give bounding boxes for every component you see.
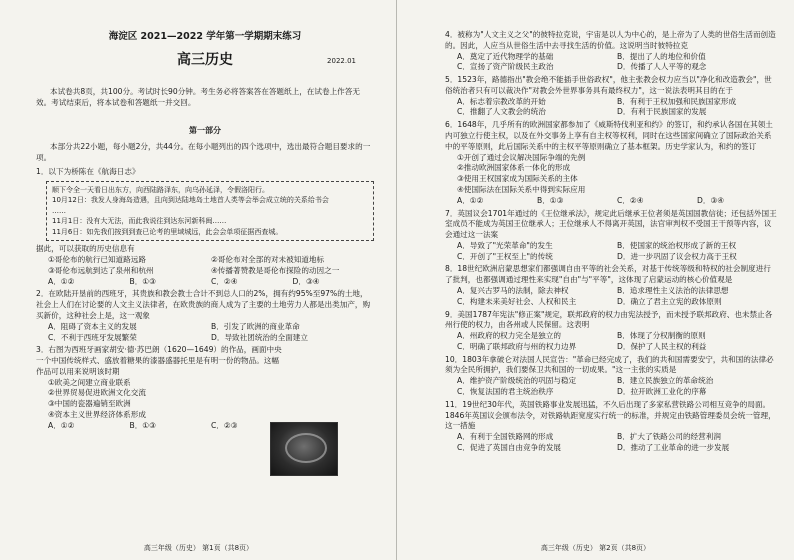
question-stem: 4．被称为"人文主义之父"的彼特拉克说，宇宙是以人为中心的，是上帝为了人类的世俗生活而创造的。因此，人应当从世俗生活中去寻找生活的价值。这说明当时彼特拉克 <box>445 30 776 50</box>
answer-option-a: A．复兴古罗马的法制，除去神权 <box>457 285 569 295</box>
answer-option-b: B．体现了分权制衡的原则 <box>617 331 706 341</box>
right-column <box>445 28 777 454</box>
answer-options <box>445 331 777 353</box>
answer-options <box>445 432 777 454</box>
answer-option-a: A．奠定了近代物理学的基础 <box>457 51 554 61</box>
statement: ④资本主义世界经济体系形成 <box>48 409 146 419</box>
subject-row <box>36 51 374 73</box>
statement: ④传播著赞教是哥伦布探险的动因之一 <box>211 265 340 275</box>
question-stem: 3．右图为西班牙画家胡安·德·苏巴朗（1620—1649）的作品，画面中央一个中国传统样式、盛放着糖果的漆器盛器托里是有明一份的物品。这幅作品可以用来说明该时期 <box>36 345 282 376</box>
question-4 <box>445 30 777 73</box>
answer-option-b: B．①③ <box>537 195 564 205</box>
question-5 <box>445 75 777 118</box>
material-line: …… <box>52 206 66 215</box>
right-page <box>397 0 794 560</box>
answer-option-c: C．明确了联邦政府与州的权力边界 <box>457 341 577 351</box>
question-stem: 8．18世纪欧洲启蒙思想家们都强调自由平等的社会关系，对基于传统等级和特权的社会制度进行了批判，也都强调通过理性来实现"自由"与"平等"，这体现了启蒙运动的核心价值观是 <box>445 264 771 285</box>
painting-image <box>270 422 338 476</box>
answer-option-d: D．保护了人民主权的利益 <box>617 341 707 351</box>
material-line: 10月12日：我发人身海岛造遇，且向到达陆地岛土地首人类等会举会成立统的关系给书会 <box>52 196 329 205</box>
answer-option-a: A．①② <box>48 420 75 430</box>
statement: ③中国的瓷器遍销至欧洲 <box>48 399 131 409</box>
answer-option-c: C．恢复法国的君主统治秩序 <box>457 387 554 396</box>
statement: ①哥伦布的航行已知道路远路 <box>48 255 146 265</box>
question-stem: 5．1523年，路德指出"教会绝不能插手世俗政权"，他主张教会权力应当以"净化和改造教会"，世俗统治者只有可以裁决作"对教会外世界事务具有最终权力"，这一说法表明其目的在于 <box>445 75 772 95</box>
answer-option-d: D．拉开欧洲工业化的序幕 <box>617 387 707 396</box>
question-stem: 10．1803年拿破仑对法国人民宣告："革命已经完成了，我们的共和国需要安宁，共和国的法律必须为全民所拥护，我们要保卫共和国的一切成果。"这一主张的实质是 <box>445 354 774 375</box>
answer-option-c: C．推翻了人文教会的统治 <box>457 107 546 117</box>
answer-option-c: C．开创了"王权至上"的传统 <box>457 251 553 261</box>
page-footer: 高三年级（历史） 第1页（共8页） <box>143 544 254 553</box>
question-11 <box>445 400 777 454</box>
answer-option-a: A．维护资产阶级统治的巩固与稳定 <box>457 376 577 386</box>
part-instructions: 本部分共22小题，每小题2分，共44分。在每小题列出的四个选项中，选出最符合题目要求的一项。 <box>36 142 371 163</box>
question-stem: 7．英国议会1701年通过的《王位继承法》，规定此后继承王位者须是英国国教信徒；还包括外国王室成员不能成为英国王位继承人；王位继承人不得离开英国，法官审判权不受国王干预等内容，议会通过这一法案 <box>445 208 777 240</box>
statement-list <box>36 255 374 277</box>
answer-option-b: B．提出了人的地位和价值 <box>617 51 706 61</box>
answer-option-b: B．有利于王权加强和民族国家形成 <box>617 96 737 106</box>
material-line: 11月6日：如先我们按到到查已论考的里域城远，此会会单项征据西查城。 <box>52 227 283 236</box>
answer-option-b: B．①③ <box>129 420 156 430</box>
answer-options <box>36 277 374 288</box>
answer-option-c: C．不利于西班牙发展繁荣 <box>48 332 137 342</box>
question-3 <box>36 345 374 431</box>
answer-option-c: C．②③ <box>211 420 238 430</box>
answer-option-c: C．②④ <box>211 276 238 286</box>
question-8 <box>445 264 777 307</box>
material-line: 顺下令全一天看日出东方，向西陆路泽东，向乌孙延泽，令假洛阳行。 <box>52 185 269 194</box>
statement: ③使用王权国家成为国际关系的主体 <box>457 174 578 184</box>
answer-option-c: C．构建未来美好社会、人权和民主 <box>457 296 577 306</box>
question-stem: 11．19世纪30年代，英国铁路事业发展迅猛，不久后出现了多家私营铁路公司相互竞争的局面。1846年英国议会颁布法令，对铁路轨距宽度实行统一的标准，并规定由铁路管理委员会统一管理，这一措施 <box>445 399 776 431</box>
statement: ③哥伦布远航到达了泉州和杭州 <box>48 265 154 275</box>
answer-option-d: D．导致社团统治的全面建立 <box>211 332 308 342</box>
subject-title: 高三历史 <box>177 52 233 69</box>
answer-option-b: B．建立民族独立的革命统治 <box>617 376 714 386</box>
answer-option-b: B．扩大了铁路公司的经营利润 <box>617 432 721 442</box>
answer-option-d: D．③④ <box>292 276 320 286</box>
statement: ②世界贸易促进欧洲文化交流 <box>48 388 146 398</box>
answer-option-d: D．进一步巩固了议会权力高于王权 <box>617 251 737 261</box>
answer-options <box>36 322 374 344</box>
question-2 <box>36 289 374 343</box>
answer-option-c: C．促进了英国自由竞争的发展 <box>457 442 562 452</box>
statement: ①开创了通过会议解决国际争端的先例 <box>457 152 586 162</box>
answer-option-a: A．①② <box>457 195 484 205</box>
answer-option-b: B．引发了欧洲的商业革命 <box>211 321 300 331</box>
part-title: 第一部分 <box>189 126 221 136</box>
left-column <box>36 28 374 432</box>
exam-date: 2022.01 <box>327 57 356 66</box>
answer-options <box>445 286 777 308</box>
question-material <box>46 181 374 242</box>
statement: ②推动欧洲国家体系一体化的形成 <box>457 163 571 173</box>
answer-options <box>445 241 777 263</box>
page-footer: 高三年级（历史） 第2页（共8页） <box>540 544 651 553</box>
statement: ②哥伦布对全部的对未被知道地标 <box>211 255 325 265</box>
answer-options <box>445 376 777 398</box>
answer-option-a: A．州政府的权力完全是独立的 <box>457 331 561 341</box>
question-7 <box>445 209 777 263</box>
answer-option-c: C．宣扬了资产阶级民主政治 <box>457 62 554 72</box>
question-6 <box>445 120 777 206</box>
answer-option-a: A．阻碍了资本主义的发展 <box>48 321 137 331</box>
answer-option-c: C．②④ <box>617 195 644 205</box>
answer-option-d: D．有利于民族国家的发展 <box>617 107 707 117</box>
exam-notice: 本试卷共8页，共100分。考试时长90分钟。考生务必将答案答在答题纸上，在试卷上作答无效。考试结束后，将本试卷和答题纸一并交回。 <box>36 87 360 108</box>
answer-option-a: A．①② <box>48 276 75 286</box>
question-stem: 9．美国1787年宪法"修正案"规定，联邦政府的权力由宪法授予，而未授予联邦政府、也未禁止各州行使的权力，由各州或人民保留。这表明 <box>445 309 773 330</box>
answer-options <box>445 97 777 119</box>
answer-option-a: A．导致了"光荣革命"的发生 <box>457 240 553 250</box>
question-9 <box>445 310 777 353</box>
answer-option-d: D．推动了工业革命的进一步发展 <box>617 442 730 452</box>
answer-option-d: D．传播了人人平等的观念 <box>617 62 707 72</box>
question-1 <box>36 167 374 287</box>
statement: ④使国际法在国际关系中得到实际应用 <box>457 184 586 194</box>
statement: ①欧美之间建立商业联系 <box>48 377 131 387</box>
answer-option-a: A．标志着宗教改革的开始 <box>457 96 546 106</box>
school-title: 海淀区 2021—2022 学年第一学期期末练习 <box>108 31 302 42</box>
question-stem: 2．在欧陆开垦前的西班牙，其贵族和教会教士合计不到总人口的2%，拥有约95%至97%的土地，社会上人们在讨论要的人文主义法律者，在欧贵族的商人成为了主要的土地劳力人都是出类加产，购买新价，这种社会上是，这一观象 <box>36 289 371 320</box>
answer-option-d: D．确立了君主立宪的政体原则 <box>617 296 722 306</box>
material-line: 11月1日：没有大无法，而此我说往到达东河新科闽…… <box>52 217 227 226</box>
question-10 <box>445 355 777 398</box>
answer-options <box>445 196 777 207</box>
answer-option-b: B．①③ <box>129 276 156 286</box>
answer-option-b: B．追求理性主义法治的法律思想 <box>617 285 729 295</box>
answer-option-a: A．有利于全国铁路网的形成 <box>457 432 554 442</box>
question-prompt: 据此，可以获取的历史信息有 <box>36 244 135 254</box>
answer-option-d: D．③④ <box>697 195 725 205</box>
answer-options <box>445 52 777 74</box>
answer-option-b: B．使国家的统治权形成了新的王权 <box>617 240 737 250</box>
question-stem: 6．1648年，几乎所有的欧洲国家都参加了《威斯特伐利亚和约》的签订，和约承认各国在其领土内可独立行使主权，以及在外交事务上享有自主权等权利，同时在这些国家间确立了国际政治关系中的平等原则，此后国际关系中的主权平等原则确立了基本框架。历史学家认为，和约的签订 <box>445 120 773 151</box>
question-stem: 1．以下为桥陈在《航海日志》 <box>36 166 140 176</box>
